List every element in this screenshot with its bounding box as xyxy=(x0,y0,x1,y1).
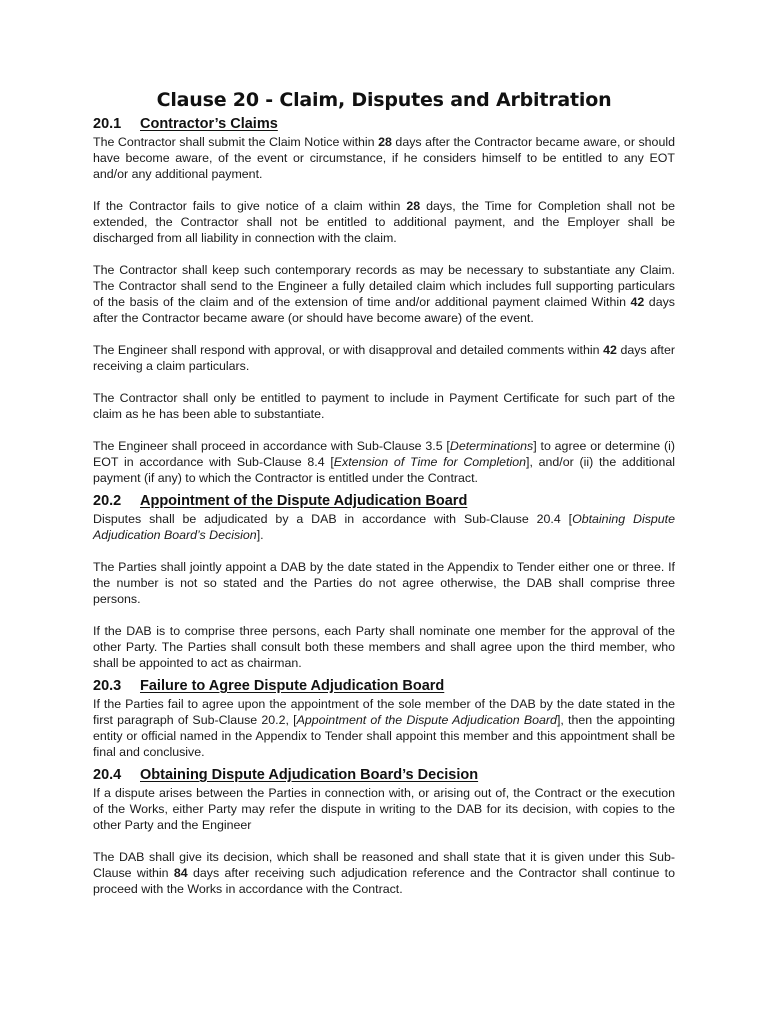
bold-number: 42 xyxy=(603,343,617,357)
section-heading xyxy=(93,766,675,784)
section-title: Obtaining Dispute Adjudication Board’s Decision xyxy=(140,767,479,783)
section-title: Contractor’s Claims xyxy=(140,116,278,132)
italic-reference: Determinations xyxy=(449,439,534,453)
bold-number: 28 xyxy=(406,199,421,213)
section-20-2 xyxy=(93,492,675,671)
section-title: Failure to Agree Dispute Adjudication Board xyxy=(140,678,445,694)
paragraph: The Contractor shall keep such contemporary records as may be necessary to substantiate any Claim. The Contractor shall send to the Engineer a fully detailed claim which includes full supporting particulars of the basis of the claim and of the extension of time and/or additional payment claimed Within 42 days after the Contractor became aware (or should have become aware) of the event. xyxy=(93,263,675,325)
paragraph: The Parties shall jointly appoint a DAB by the date stated in the Appendix to Tender either one or three. If the number is not so stated and the Parties do not agree otherwise, the DAB shall comprise three persons. xyxy=(93,560,675,606)
section-number: 20.4 xyxy=(93,767,122,783)
bold-number: 42 xyxy=(630,295,645,309)
paragraph: The Engineer shall respond with approval, or with disapproval and detailed comments within 42 days after receiving a claim particulars. xyxy=(93,343,675,373)
document-body xyxy=(93,115,675,903)
section-number: 20.2 xyxy=(93,493,122,509)
section-number: 20.1 xyxy=(93,116,122,132)
bold-number: 28 xyxy=(378,135,392,149)
paragraph: The Engineer shall proceed in accordance with Sub-Clause 3.5 [Determinations] to agree or determine (i) EOT in accordance with Sub-Clause 8.4 [Extension of Time for Completion], and/or (ii) the additional payment (if any) to which the Contractor is entitled under the Contract. xyxy=(93,439,675,485)
section-20-1 xyxy=(93,115,675,486)
section-20-3 xyxy=(93,677,675,760)
italic-reference: Obtaining Dispute Adjudication Board’s Decision xyxy=(93,512,676,542)
section-title: Appointment of the Dispute Adjudication Board xyxy=(140,493,468,509)
paragraph: The Contractor shall submit the Claim Notice within 28 days after the Contractor became aware, or should have become aware, of the event or circumstance, if he considers himself to be entitled to any EOT and/or any additional payment. xyxy=(93,135,675,181)
paragraph: If the Parties fail to agree upon the appointment of the sole member of the DAB by the date stated in the first paragraph of Sub-Clause 20.2, [Appointment of the Dispute Adjudication Board], then the appointing entity or official named in the Appendix to Tender shall appoint this member and this appointment shall be final and conclusive. xyxy=(93,697,675,759)
bold-number: 84 xyxy=(173,866,188,880)
italic-reference: Extension of Time for Completion xyxy=(333,455,527,469)
paragraph: Disputes shall be adjudicated by a DAB in accordance with Sub-Clause 20.4 [Obtaining Dispute Adjudication Board’s Decision]. xyxy=(93,512,676,542)
italic-reference: Appointment of the Dispute Adjudication Board xyxy=(296,713,557,727)
section-heading xyxy=(93,115,675,133)
section-20-4 xyxy=(93,766,675,897)
paragraph: If the Contractor fails to give notice of a claim within 28 days, the Time for Completion shall not be extended, the Contractor shall not be entitled to additional payment, and the Employer shall be discharged from all liability in connection with the claim. xyxy=(93,199,675,245)
section-heading xyxy=(93,677,675,695)
section-number: 20.3 xyxy=(93,678,122,694)
page-title: Clause 20 - Claim, Disputes and Arbitration xyxy=(156,89,612,111)
paragraph: The DAB shall give its decision, which shall be reasoned and shall state that it is given under this Sub-Clause within 84 days after receiving such adjudication reference and the Contractor shall continue to proceed with the Works in accordance with the Contract. xyxy=(93,850,675,896)
paragraph: If the DAB is to comprise three persons, each Party shall nominate one member for the approval of the other Party. The Parties shall consult both these members and shall agree upon the third member, who shall be appointed to act as chairman. xyxy=(93,624,675,670)
paragraph: The Contractor shall only be entitled to payment to include in Payment Certificate for such part of the claim as he has been able to substantiate. xyxy=(93,391,675,421)
section-heading xyxy=(93,492,675,510)
paragraph: If a dispute arises between the Parties in connection with, or arising out of, the Contract or the execution of the Works, either Party may refer the dispute in writing to the DAB for its decision, with copies to the other Party and the Engineer xyxy=(93,786,675,832)
